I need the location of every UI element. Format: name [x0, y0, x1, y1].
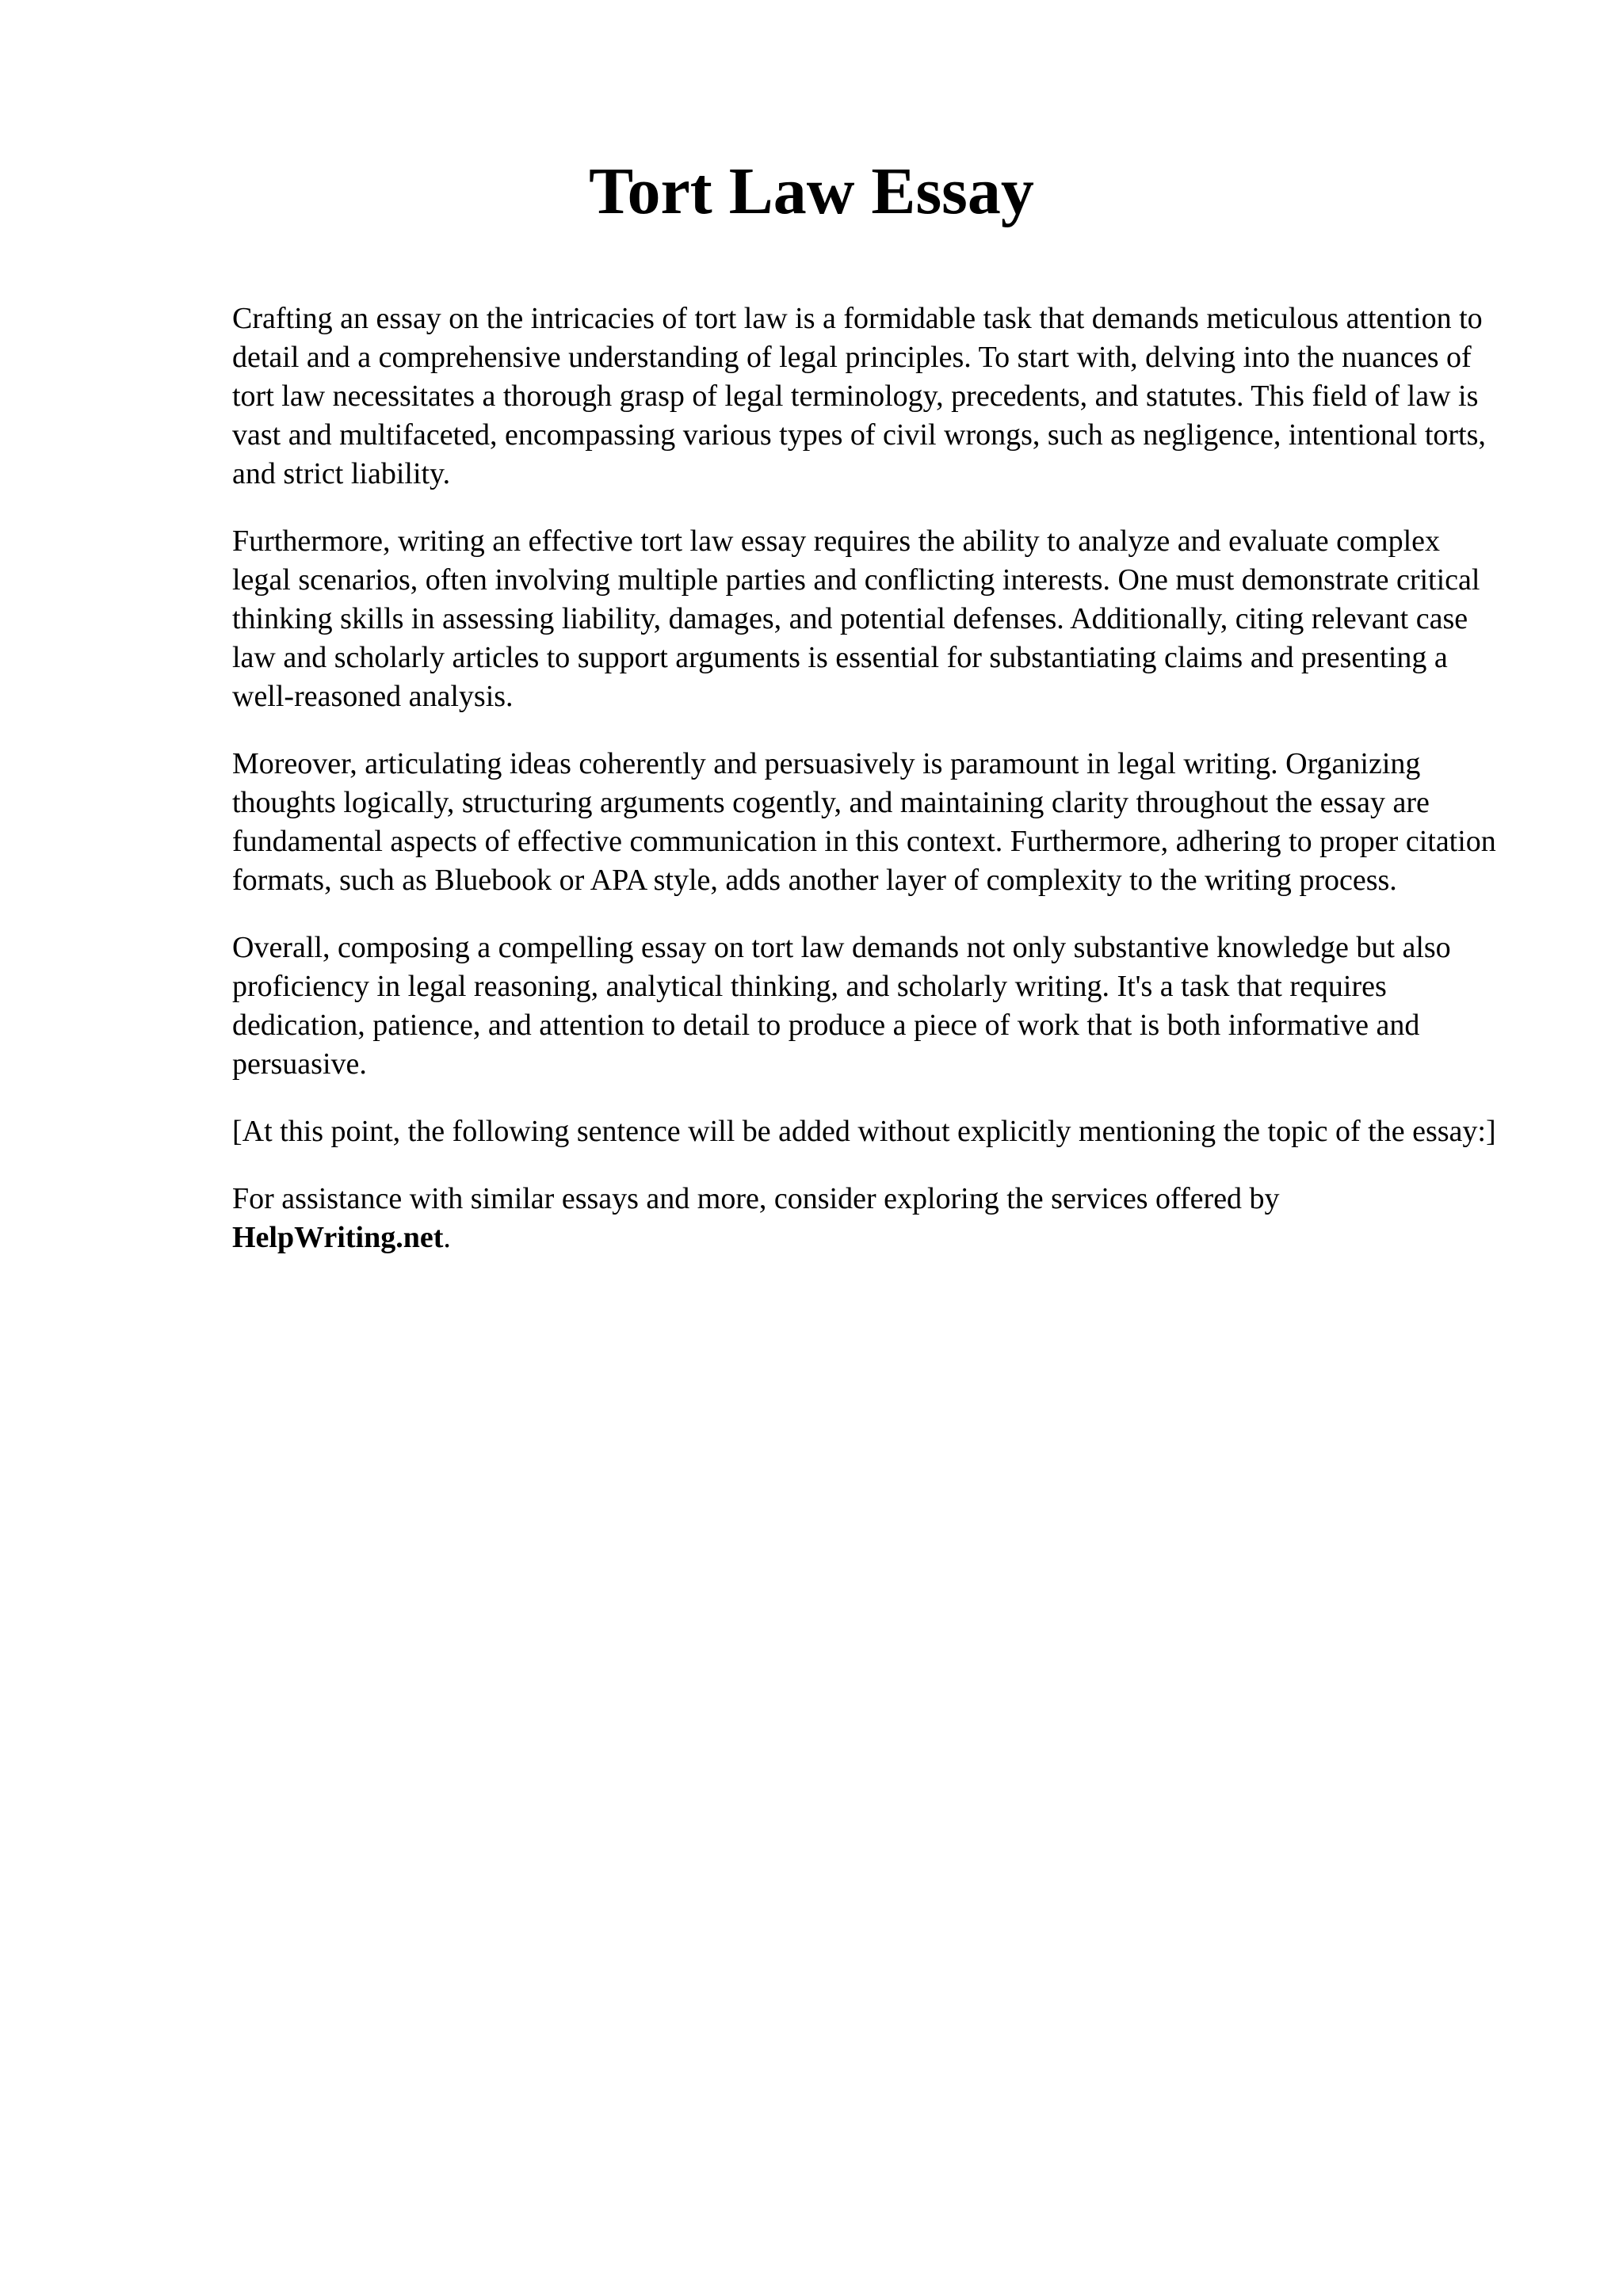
- paragraph-1: Crafting an essay on the intricacies of tort law is a formidable task that demands meticulous attention to detail and a comprehensive understanding of legal principles. To start with, delving into the nuances of tort law necessitates a thorough grasp of legal terminology, precedents, and statutes. This field of law is vast and multifaceted, encompassing various types of civil wrongs, such as negligence, intentional torts, and strict liability.: [232, 302, 1486, 490]
- document-title: Tort Law Essay: [589, 154, 1034, 228]
- paragraph-5-bracket-note: [At this point, the following sentence will be added without explicitly mentioning the topic of the essay:]: [232, 1115, 1496, 1148]
- paragraph-2: Furthermore, writing an effective tort law essay requires the ability to analyze and evaluate complex legal scenarios, often involving multiple parties and conflicting interests. One must demonstrate critical thinking skills in assessing liability, damages, and potential defenses. Additionally, citing relevant case law and scholarly articles to support arguments is essential for substantiating claims and presenting a well-reasoned analysis.: [232, 524, 1480, 713]
- closing-paragraph: [232, 1180, 1500, 1257]
- brand-name: HelpWriting.net: [232, 1221, 444, 1254]
- paragraph-4: Overall, composing a compelling essay on tort law demands not only substantive knowledge but also proficiency in legal reasoning, analytical thinking, and scholarly writing. It's a task that requires dedication, patience, and attention to detail to produce a piece of work that is both informative and persuasive.: [232, 931, 1451, 1081]
- closing-text: For assistance with similar essays and more, consider exploring the services offered by: [232, 1182, 1280, 1215]
- document-body: [232, 299, 1500, 1286]
- paragraph-3: Moreover, articulating ideas coherently and persuasively is paramount in legal writing. Organizing thoughts logically, structuring arguments cogently, and maintaining clarity throughout the essay are fundamental aspects of effective communication in this context. Furthermore, adhering to proper citation formats, such as Bluebook or APA style, adds another layer of complexity to the writing process.: [232, 747, 1496, 897]
- closing-period: .: [443, 1221, 451, 1254]
